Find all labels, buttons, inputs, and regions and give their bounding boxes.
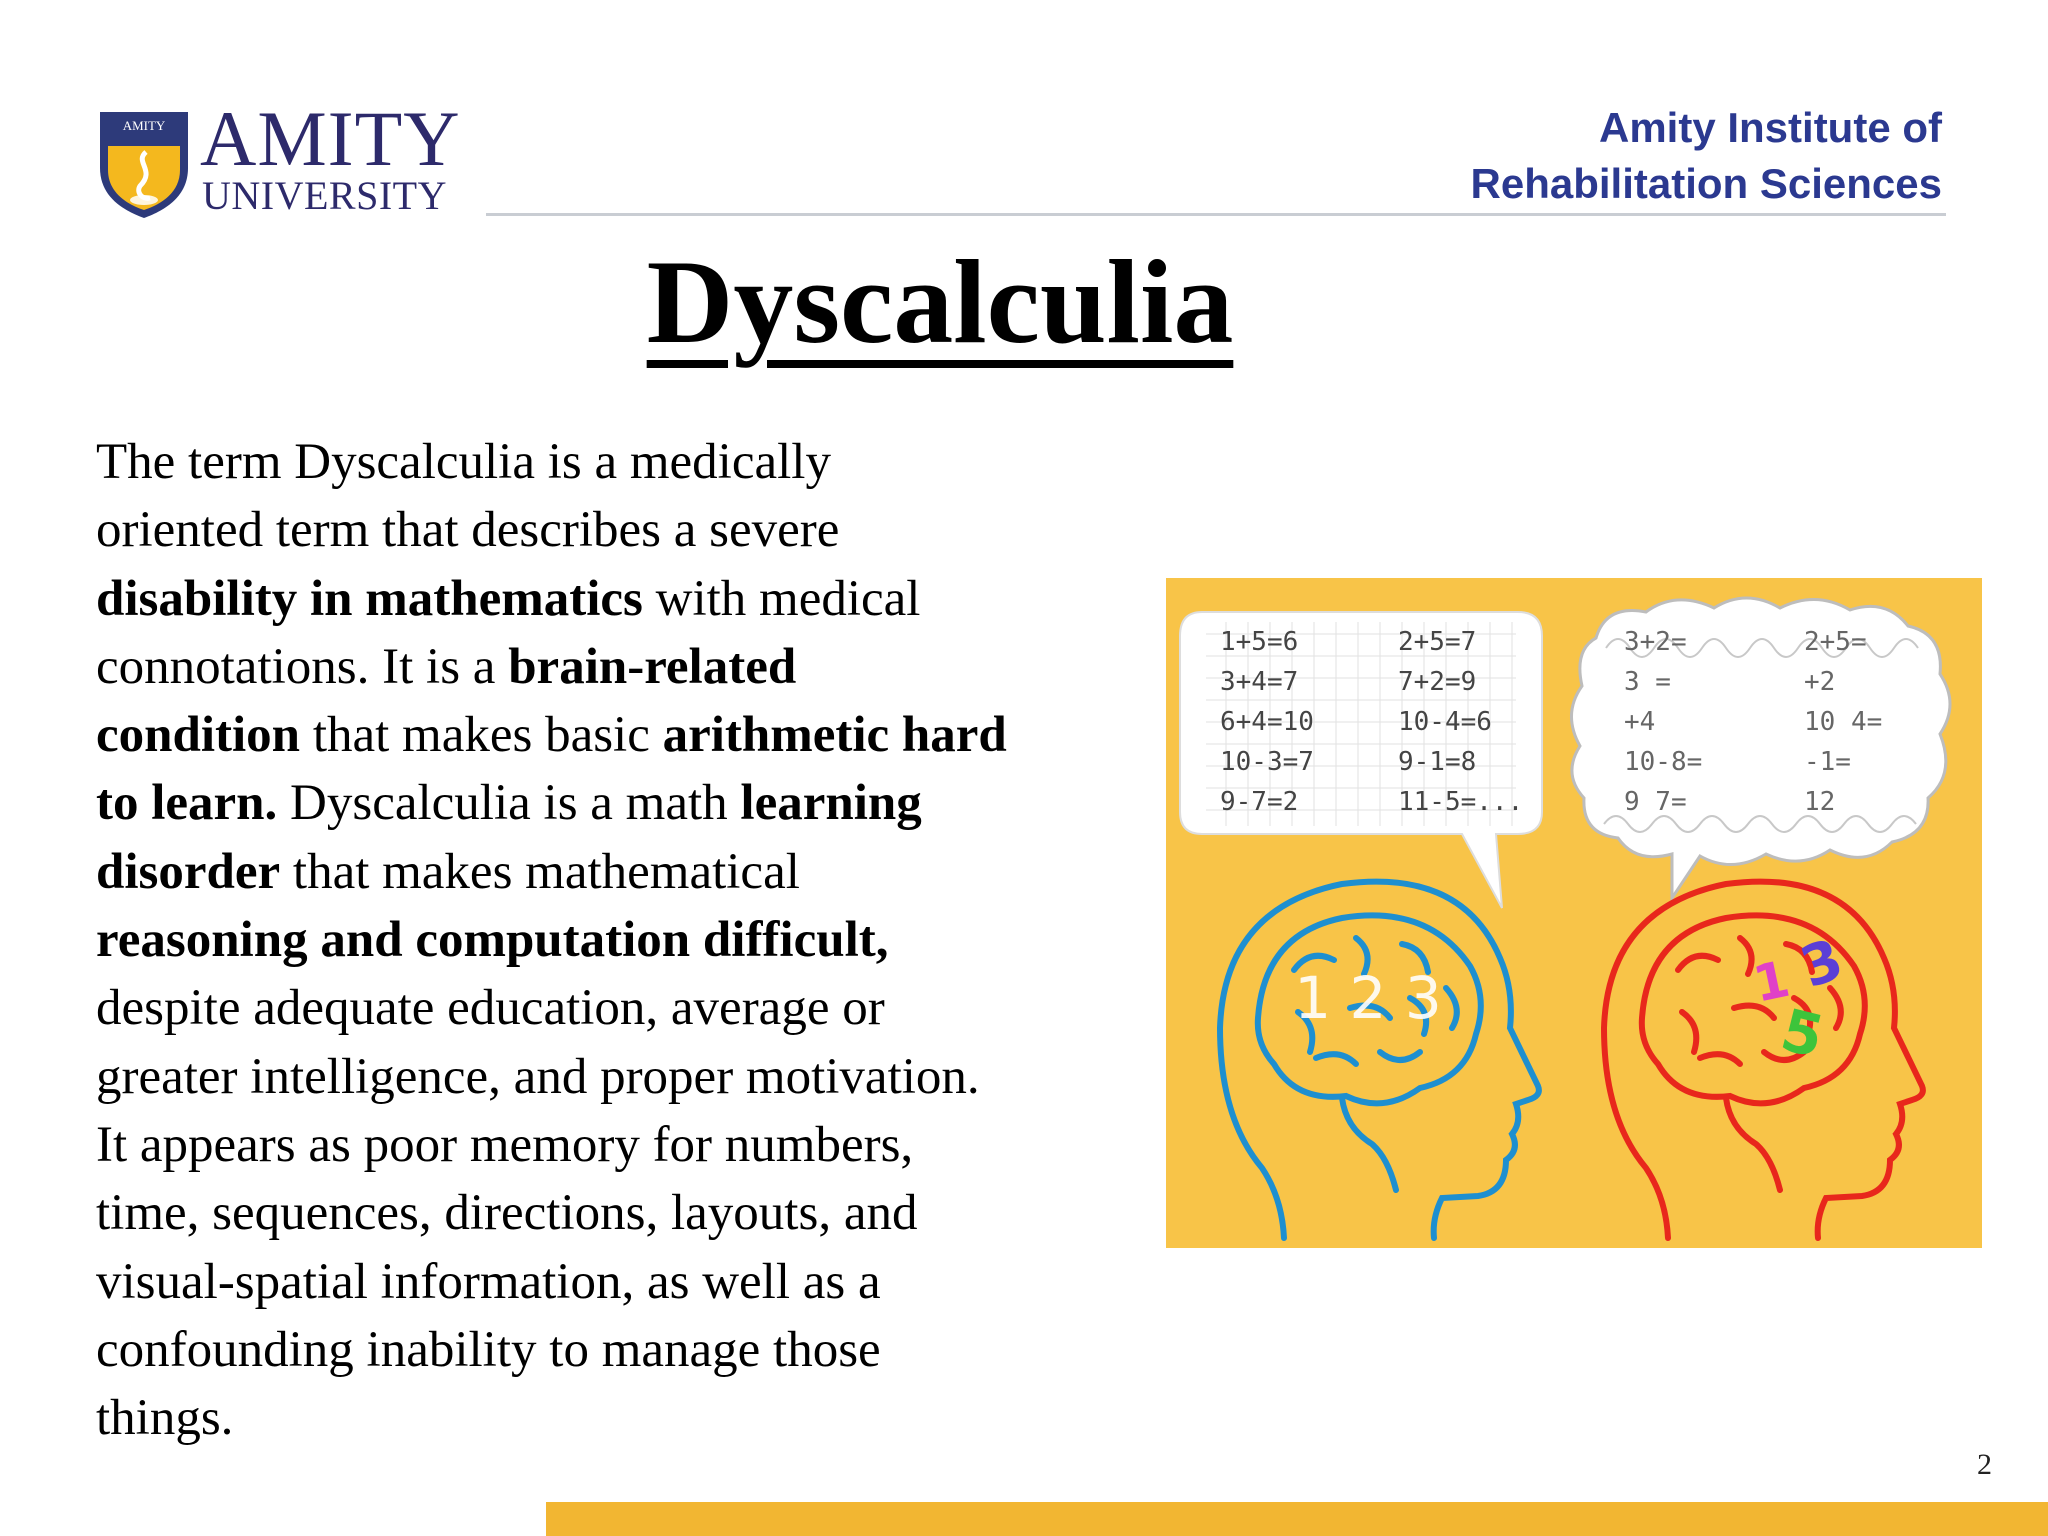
scrambled-equation: 12: [1804, 787, 1836, 817]
equation: 9-1=8: [1398, 747, 1477, 777]
text-run: confounding inability to manage those: [96, 1321, 881, 1378]
body-line-10: [96, 1043, 1126, 1111]
equation: 3+4=7: [1220, 667, 1299, 697]
body-line-13: [96, 1248, 1126, 1316]
scrambled-digit: 1: [1748, 949, 1795, 1014]
bold-text-run: brain-related: [508, 638, 797, 695]
equation: 2+5=7: [1398, 627, 1477, 657]
text-run: despite adequate education, average or: [96, 980, 885, 1037]
bold-text-run: reasoning and computation difficult,: [96, 912, 889, 969]
bold-text-run: condition: [96, 707, 301, 764]
bold-text-run: disability in mathematics: [96, 570, 643, 627]
equation: 1+5=6: [1220, 627, 1299, 657]
equation: 6+4=10: [1220, 707, 1314, 737]
scrambled-digit: 5: [1774, 995, 1831, 1072]
scrambled-equation: +2: [1804, 667, 1836, 697]
slide-title: Dyscalculia: [646, 235, 1234, 368]
body-line-7: [96, 838, 1126, 906]
equation: 11-5=...: [1398, 787, 1524, 817]
page-number: 2: [1977, 1448, 1992, 1481]
dyscalculia-illustration: [1166, 578, 1982, 1248]
equation: 9-7=2: [1220, 787, 1299, 817]
text-run: that makes mathematical: [280, 843, 800, 900]
body-line-11: [96, 1111, 1126, 1179]
body-line-9: [96, 974, 1126, 1042]
body-line-12: [96, 1179, 1126, 1247]
scrambled-equation: 10 4=: [1804, 707, 1883, 737]
bold-text-run: learning: [740, 775, 922, 832]
text-run: with medical: [642, 570, 921, 627]
header-divider: [486, 213, 1946, 216]
text-run: oriented term that describes a severe: [96, 502, 840, 559]
body-line-4: [96, 633, 1126, 701]
text-run: time, sequences, directions, layouts, and: [96, 1185, 918, 1242]
body-line-2: [96, 496, 1126, 564]
logo-word-amity: AMITY: [200, 95, 461, 182]
text-run: Dyscalculia is a math: [277, 775, 741, 832]
scrambled-equation: 3+2=: [1624, 627, 1687, 657]
text-run: visual-spatial information, as well as a: [96, 1253, 881, 1310]
amity-university-logo: [96, 95, 461, 226]
body-line-14: [96, 1316, 1126, 1384]
body-line-15: [96, 1384, 1126, 1452]
scrambled-equation: +4: [1624, 707, 1656, 737]
text-run: greater intelligence, and proper motivation.: [96, 1048, 980, 1105]
equation: 7+2=9: [1398, 667, 1477, 697]
bold-text-run: arithmetic hard: [662, 707, 1007, 764]
body-line-8: [96, 906, 1126, 974]
equation: 10-3=7: [1220, 747, 1314, 777]
body-line-5: [96, 701, 1126, 769]
bold-text-run: to learn.: [96, 775, 278, 832]
text-run: connotations. It is a: [96, 638, 509, 695]
scrambled-equation: 3 =: [1624, 667, 1671, 697]
scrambled-equation: 10-8=: [1624, 747, 1703, 777]
text-run: that makes basic: [300, 707, 663, 764]
equation: 10-4=6: [1398, 707, 1492, 737]
scrambled-digit: 3: [1792, 926, 1852, 1002]
scrambled-equation: 9 7=: [1624, 787, 1687, 817]
scrambled-equation: -1=: [1804, 747, 1851, 777]
logo-word-university: UNIVERSITY: [202, 173, 447, 218]
crest-text: AMITY: [122, 118, 166, 133]
body-line-1: [96, 428, 1126, 496]
slide-body-text: [96, 428, 1126, 1452]
body-line-3: [96, 565, 1126, 633]
text-run: It appears as poor memory for numbers,: [96, 1116, 914, 1173]
bold-text-run: disorder: [96, 843, 281, 900]
institute-line-1: Amity Institute of: [1599, 104, 1942, 151]
footer-accent-bar: [546, 1502, 2048, 1536]
institute-name: [1242, 100, 1942, 212]
body-line-6: [96, 769, 1126, 837]
institute-line-2: Rehabilitation Sciences: [1470, 160, 1942, 207]
left-brain-numbers: 1 2 3: [1294, 964, 1442, 1032]
amity-crest-icon: [96, 106, 192, 220]
text-run: The term Dyscalculia is a medically: [96, 434, 831, 490]
scrambled-equation: 2+5=: [1804, 627, 1867, 657]
text-run: things.: [96, 1390, 234, 1447]
